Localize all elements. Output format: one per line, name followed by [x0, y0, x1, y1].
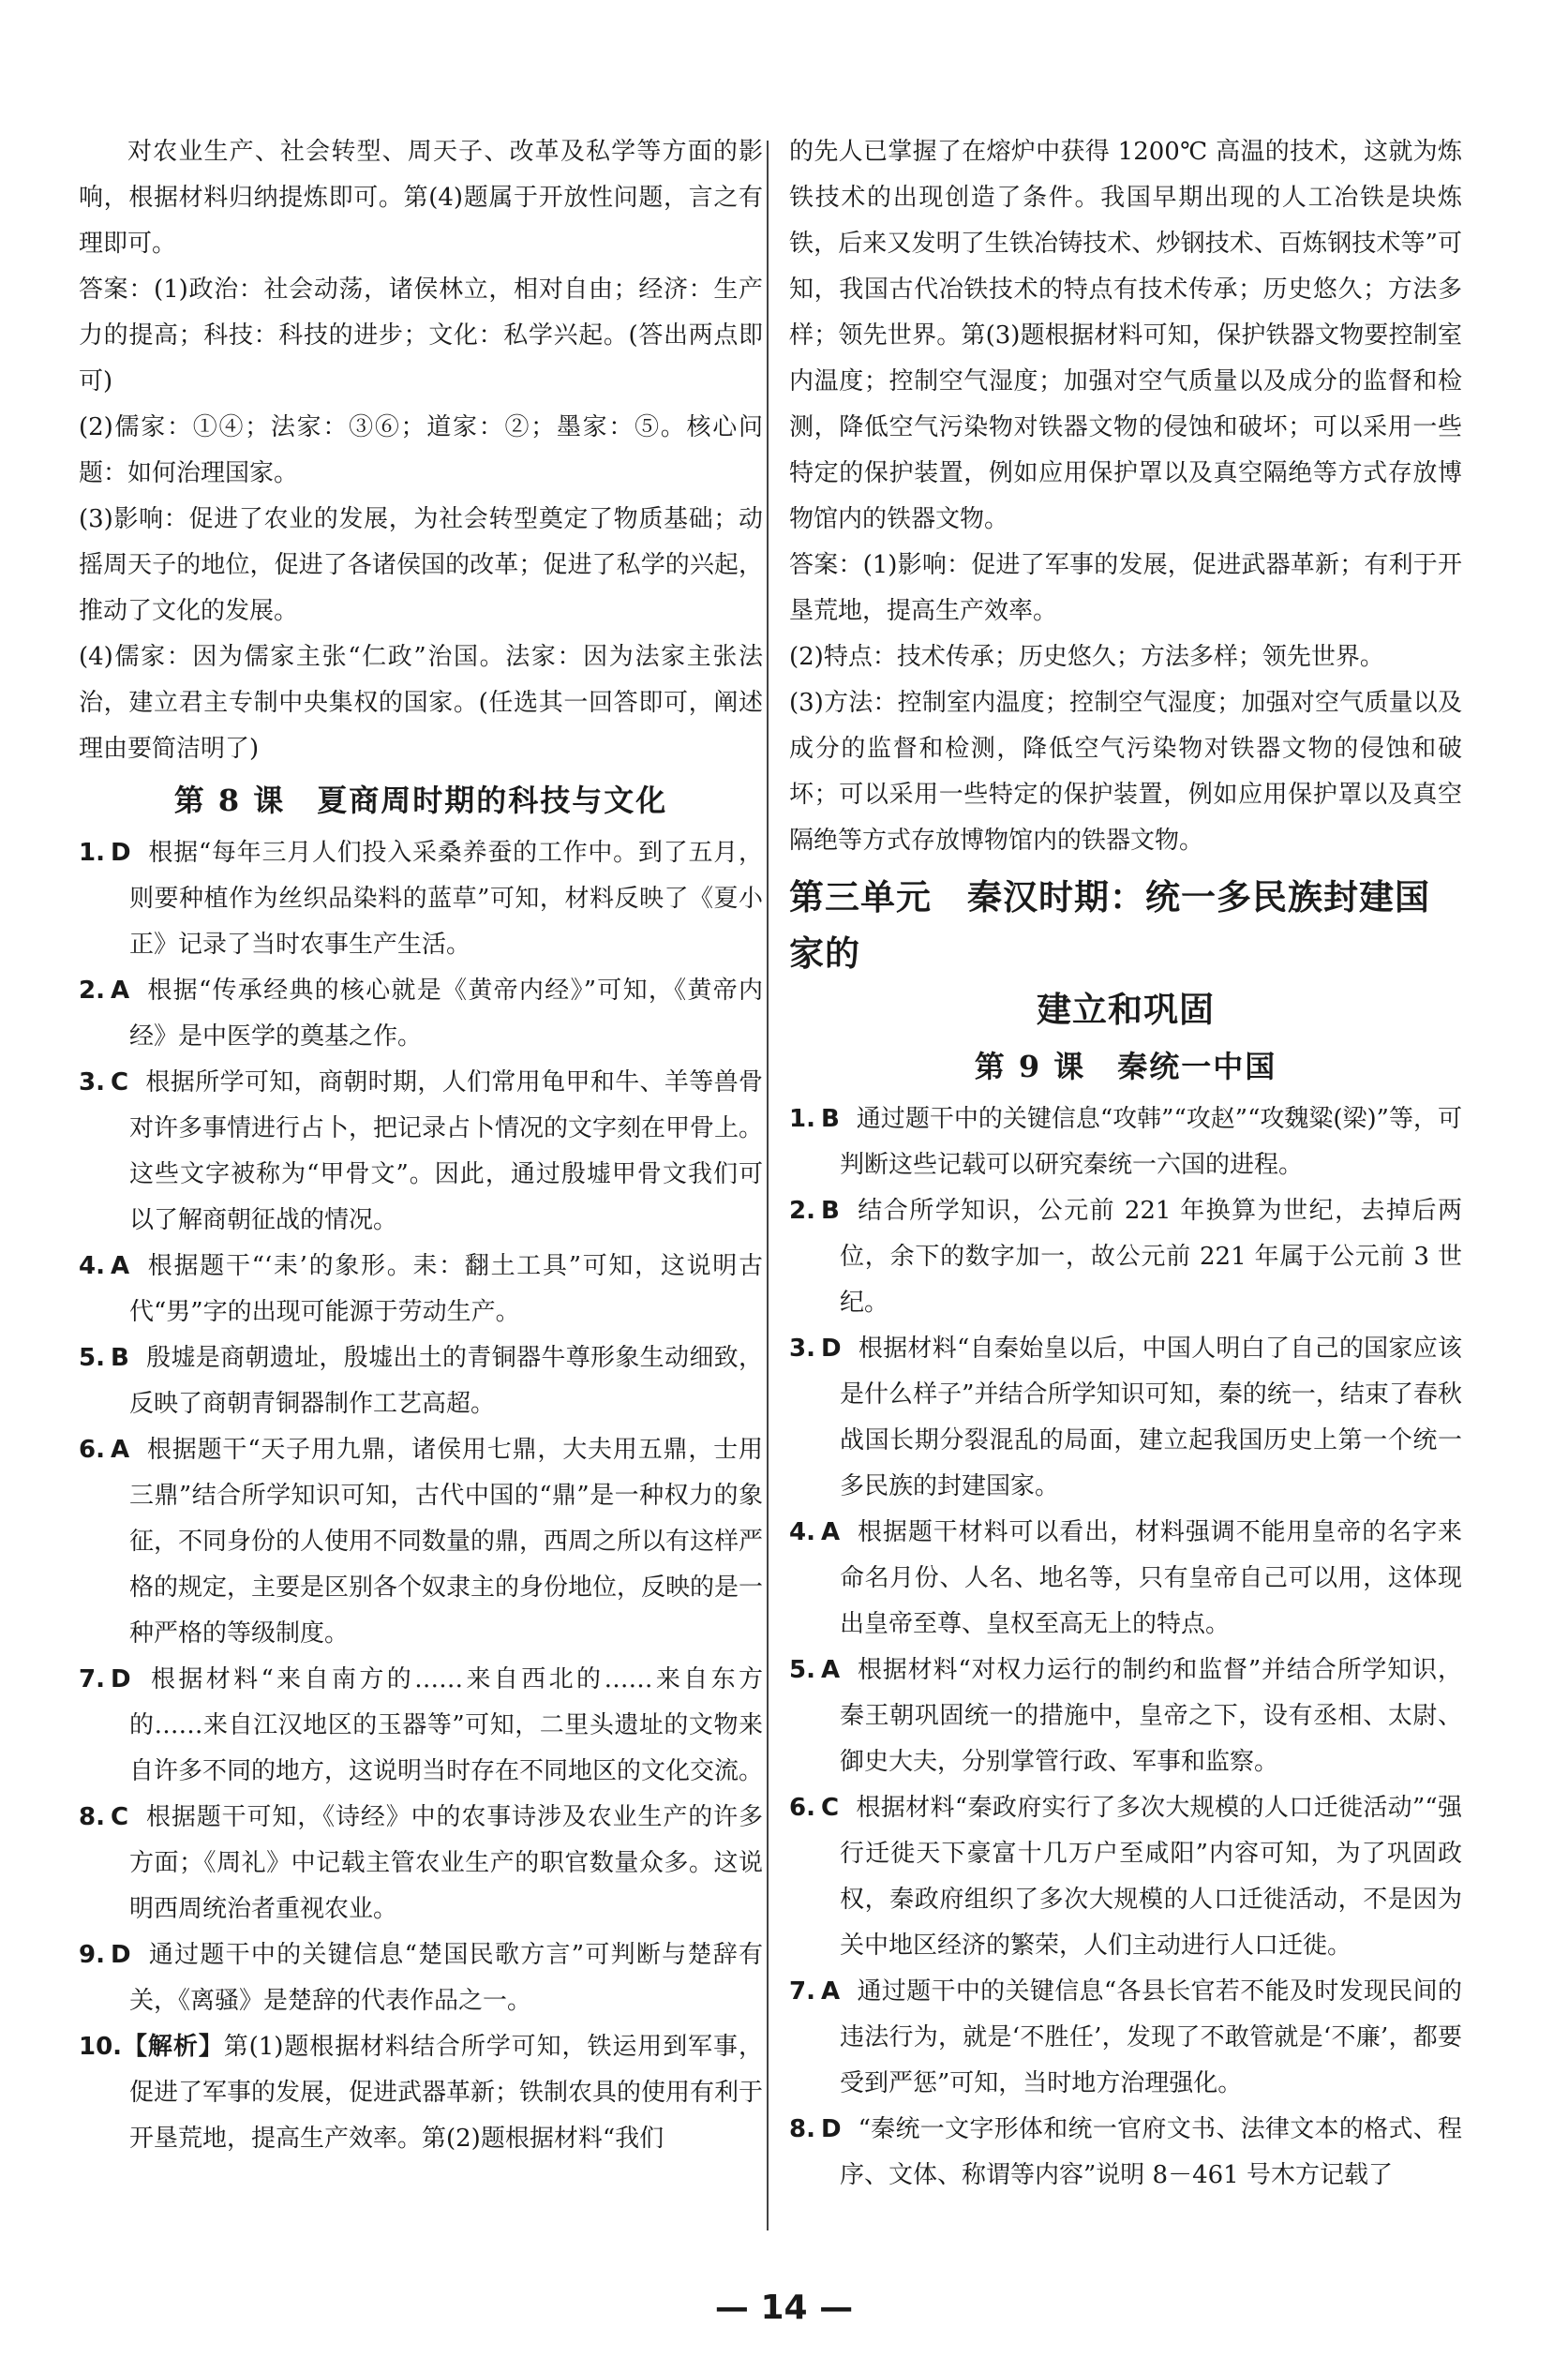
question-item [79, 830, 763, 968]
question-item [79, 2024, 763, 2162]
question-item [789, 1096, 1462, 1188]
item-number: 8. [789, 2115, 815, 2143]
answer-letter: D [110, 1941, 131, 1969]
item-number: 7. [789, 1977, 815, 2006]
column-divider [767, 141, 769, 2230]
question-item [789, 1510, 1462, 1648]
question-item [789, 1326, 1462, 1510]
item-number: 10. [79, 2033, 123, 2061]
answer-paragraph: (2)特点：技术传承；历史悠久；方法多样；领先世界。 [789, 643, 1384, 671]
item-text: 根据材料“秦政府实行了多次大规模的人口迁徙活动”“强行迁徙天下豪富十几万户至咸阳”内容可知，为了巩固政权，秦政府组织了多次大规模的人口迁徙活动，不是因为关中地区经济的繁荣，人们主动进行人口迁徙。 [840, 1794, 1462, 1960]
page-number: — 14 — [714, 2289, 854, 2327]
answer-paragraph: 答案：(1)政治：社会动荡，诸侯林立，相对自由；经济：生产力的提高；科技：科技的进步；文化：私学兴起。(答出两点即可) [79, 276, 763, 395]
answer-paragraph: (4)儒家：因为儒家主张“仁政”治国。法家：因为法家主张法治，建立君主专制中央集权的国家。(任选其一回答即可，阐述理由要简洁明了) [79, 643, 763, 763]
question-item [79, 1932, 763, 2024]
item-text: 根据题干“天子用九鼎，诸侯用七鼎，大夫用五鼎，士用三鼎”结合所学知识可知，古代中国的“鼎”是一种权力的象征，不同身份的人使用不同数量的鼎，西周之所以有这样严格的规定，主要是区别各个奴隶主的身份地位，反映的是一种严格的等级制度。 [129, 1436, 764, 1648]
item-number: 4. [789, 1518, 815, 1546]
question-item [789, 1969, 1462, 2107]
lesson-9-title: 第 9 课 秦统一中国 [974, 1049, 1277, 1084]
answer-letter: A [820, 1518, 841, 1546]
item-number: 2. [789, 1197, 815, 1225]
item-number: 5. [789, 1656, 815, 1684]
item-text: “秦统一文字形体和统一官府文书、法律文本的格式、程序、文体、称谓等内容”说明 8－461 号木方记载了 [840, 2115, 1462, 2189]
item-text: 根据材料“来自南方的……来自西北的……来自东方的……来自江汉地区的玉器等”可知，二里头遗址的文物来自许多不同的地方，这说明当时存在不同地区的文化交流。 [129, 1665, 764, 1785]
question-item [79, 968, 763, 1060]
unit-title-line-1: 第三单元 秦汉时期：统一多民族封建国家的 [789, 877, 1430, 974]
question-item [79, 1795, 763, 1932]
answer-paragraph: (2)儒家：①④；法家：③⑥；道家：②；墨家：⑤。核心问题：如何治理国家。 [79, 413, 763, 487]
answer-letter: D [110, 839, 131, 867]
answer-paragraph: (3)影响：促进了农业的发展，为社会转型奠定了物质基础；动摇周天子的地位，促进了各诸侯国的改革；促进了私学的兴起，推动了文化的发展。 [79, 505, 763, 625]
answer-letter: A [110, 1436, 130, 1464]
item-text: 通过题干中的关键信息“攻韩”“攻赵”“攻魏粱(梁)”等，可判断这些记载可以研究秦统一六国的进程。 [840, 1105, 1462, 1179]
item-number: 4. [79, 1252, 105, 1280]
item-text: 通过题干中的关键信息“各县长官若不能及时发现民间的违法行为，就是‘不胜任’，发现了不敢管就是‘不廉’，都要受到严惩”可知，当时地方治理强化。 [840, 1977, 1462, 2097]
answer-letter: C [110, 1803, 129, 1831]
answer-letter: A [110, 977, 130, 1005]
item-text: 通过题干中的关键信息“楚国民歌方言”可判断与楚辞有关，《离骚》是楚辞的代表作品之一。 [129, 1941, 763, 2015]
answer-letter: D [110, 1665, 131, 1693]
item-text: 根据“每年三月人们投入采桑养蚕的工作中。到了五月，则要种植作为丝织品染料的蓝草”可知，材料反映了《夏小正》记录了当时农事生产生活。 [129, 839, 763, 959]
answer-letter: A [110, 1252, 130, 1280]
question-item [79, 1244, 763, 1335]
item-text: 根据题干材料可以看出，材料强调不能用皇帝的名字来命名月份、人名、地名等，只有皇帝自己可以用，这体现出皇帝至尊、皇权至高无上的特点。 [840, 1518, 1462, 1638]
item-text: 根据材料“对权力运行的制约和监督”并结合所学知识，秦王朝巩固统一的措施中，皇帝之下，设有丞相、太尉、御史大夫，分别掌管行政、军事和监察。 [840, 1656, 1462, 1776]
item-number: 1. [789, 1105, 815, 1133]
answer-letter: B [110, 1344, 129, 1372]
answer-letter: D [820, 1335, 842, 1363]
answer-letter: D [820, 2115, 842, 2143]
question-item [789, 1188, 1462, 1326]
answer-letter: B [820, 1105, 840, 1133]
right-column [789, 129, 1462, 2199]
item-text: 根据材料“自秦始皇以后，中国人明白了自己的国家应该是什么样子”并结合所学知识可知，秦的统一，结束了春秋战国长期分裂混乱的局面，建立起我国历史上第一个统一多民族的封建国家。 [840, 1335, 1462, 1500]
answer-paragraph: (3)方法：控制室内温度；控制空气湿度；加强对空气质量以及成分的监督和检测，降低空气污染物对铁器文物的侵蚀和破坏；可以采用一些特定的保护装置，例如应用保护罩以及真空隔绝等方式存放博物馆内的铁器文物。 [789, 689, 1462, 855]
unit-3-title [789, 870, 1462, 1038]
question-item [79, 1657, 763, 1795]
item-text: 殷墟是商朝遗址，殷墟出土的青铜器牛尊形象生动细致，反映了商朝青铜器制作工艺高超。 [129, 1344, 763, 1418]
item-number: 6. [79, 1436, 105, 1464]
answer-letter: A [820, 1656, 841, 1684]
question-item [79, 1335, 763, 1427]
question-item [79, 1427, 763, 1657]
item-number: 5. [79, 1344, 105, 1372]
unit-title-line-2: 建立和巩固 [1037, 990, 1215, 1030]
item-text: 第(1)题根据材料结合所学可知，铁运用到军事，促进了军事的发展，促进武器革新；铁制农具的使用有利于开垦荒地，提高生产效率。第(2)题根据材料“我们 [129, 2033, 764, 2153]
item-text: 根据题干“‘耒’的象形。耒：翻土工具”可知，这说明古代“男”字的出现可能源于劳动生产。 [129, 1252, 763, 1326]
item-text: 根据“传承经典的核心就是《黄帝内经》”可知，《黄帝内经》是中医学的奠基之作。 [129, 977, 763, 1051]
question-item [789, 2107, 1462, 2199]
analysis-tag: 【解析】 [122, 2033, 224, 2061]
item-number: 3. [789, 1335, 815, 1363]
answer-letter: A [820, 1977, 841, 2006]
item-text: 结合所学知识，公元前 221 年换算为世纪，去掉后两位，余下的数字加一，故公元前 221 年属于公元前 3 世纪。 [840, 1197, 1462, 1317]
answer-paragraph: 答案：(1)影响：促进了军事的发展，促进武器革新；有利于开垦荒地，提高生产效率。 [789, 551, 1462, 625]
item-text: 根据所学可知，商朝时期，人们常用龟甲和牛、羊等兽骨对许多事情进行占卜，把记录占卜情况的文字刻在甲骨上。这些文字被称为“甲骨文”。因此，通过殷墟甲骨文我们可以了解商朝征战的情况。 [129, 1068, 764, 1234]
left-column [79, 129, 763, 2162]
item-number: 7. [79, 1665, 105, 1693]
question-item [789, 1648, 1462, 1785]
question-item [79, 1060, 763, 1244]
item-number: 2. [79, 977, 105, 1005]
answer-letter: C [820, 1794, 840, 1822]
answer-continuation: 对农业生产、社会转型、周天子、改革及私学等方面的影响，根据材料归纳提炼即可。第(4)题属于开放性问题，言之有理即可。 [79, 138, 763, 258]
answer-letter: C [110, 1068, 129, 1096]
item-text: 根据题干可知，《诗经》中的农事诗涉及农业生产的许多方面；《周礼》中记载主管农业生产的职官数量众多。这说明西周统治者重视农业。 [129, 1803, 763, 1923]
item-number: 6. [789, 1794, 815, 1822]
lesson-8-title: 第 8 课 夏商周时期的科技与文化 [173, 783, 668, 818]
answer-letter: B [820, 1197, 840, 1225]
item-number: 9. [79, 1941, 105, 1969]
item-number: 1. [79, 839, 105, 867]
item-number: 8. [79, 1803, 105, 1831]
item-number: 3. [79, 1068, 105, 1096]
answer-continuation: 的先人已掌握了在熔炉中获得 1200℃ 高温的技术，这就为炼铁技术的出现创造了条件。我国早期出现的人工冶铁是块炼铁，后来又发明了生铁冶铸技术、炒钢技术、百炼钢技术等”可知，我国古代冶铁技术的特点有技术传承；历史悠久；方法多样；领先世界。第(3)题根据材料可知，保护铁器文物要控制室内温度；控制空气湿度；加强对空气质量以及成分的监督和检测，降低空气污染物对铁器文物的侵蚀和破坏；可以采用一些特定的保护装置，例如应用保护罩以及真空隔绝等方式存放博物馆内的铁器文物。 [789, 138, 1462, 533]
question-item [789, 1785, 1462, 1969]
